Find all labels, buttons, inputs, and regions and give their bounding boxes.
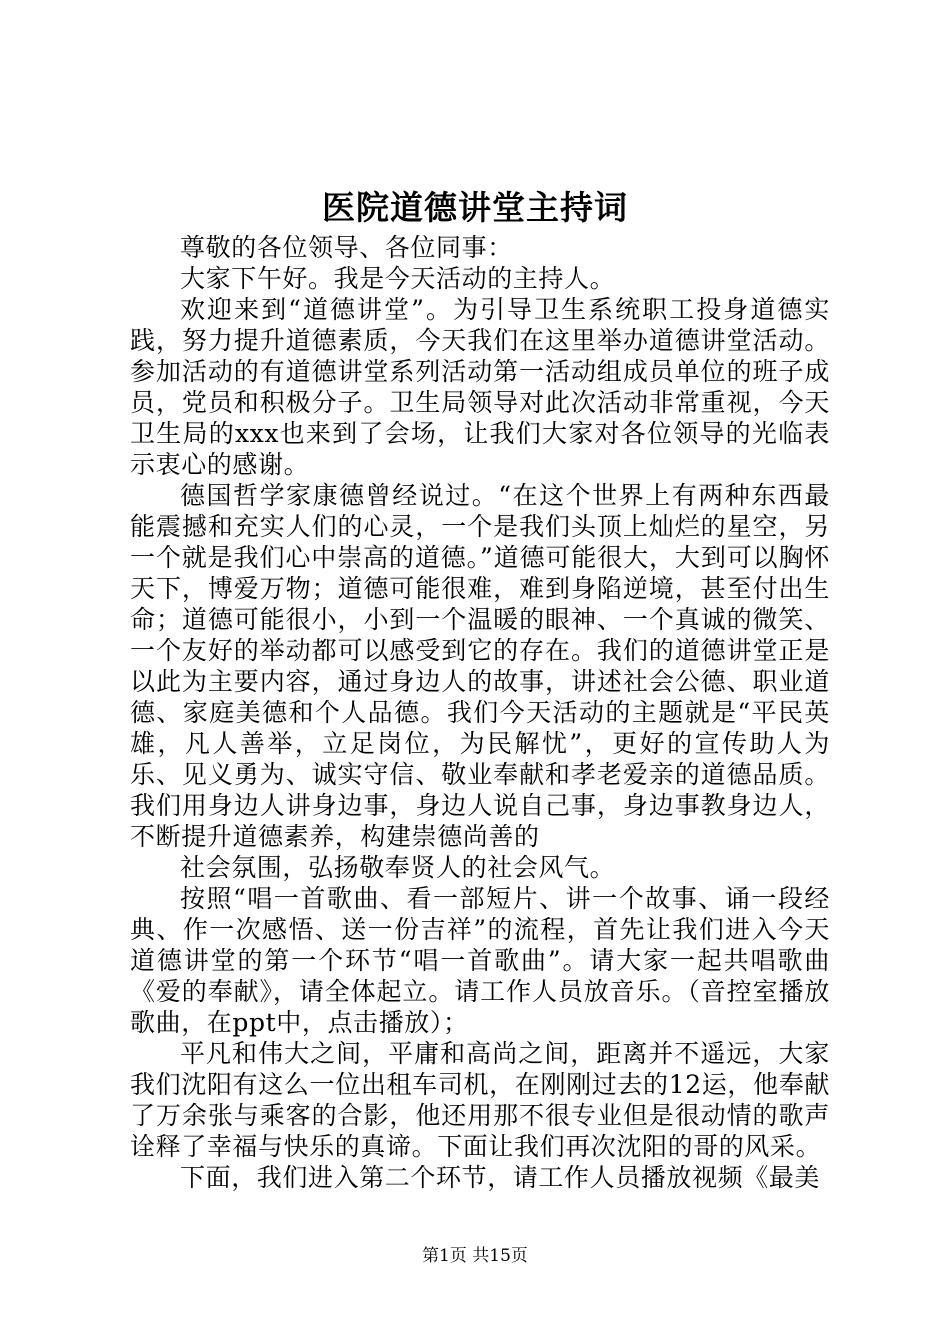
document-body <box>130 232 830 1193</box>
paragraph-second-session: 下面，我们进入第二个环节，请工作人员播放视频《最美 <box>180 1163 821 1192</box>
paragraph-welcome: 欢迎来到“道德讲堂”。为引导卫生系统职工投身道德实践，努力提升道德素质，今天我们在这里举办道德讲堂活动。参加活动的有道德讲堂系列活动第一活动组成员单位的班子成员，党员和积极分子。卫生局领导对此次活动非常重视，今天卫生局的xxx也来到了会场，让我们大家对各位领导的光临表示衷心的感谢。 <box>130 295 830 479</box>
paragraph-taxi-driver: 平凡和伟大之间，平庸和高尚之间，距离并不遥远，大家我们沈阳有这么一位出租车司机，在刚刚过去的12运，他奉献了万余张与乘客的合影，他还用那不很专业但是很动情的歌声诠释了幸福与快乐的真谛。下面让我们再次沈阳的哥的风采。 <box>130 1039 830 1161</box>
paragraph-greeting: 尊敬的各位领导、各位同事： <box>180 233 513 262</box>
paragraph-first-session: 按照“唱一首歌曲、看一部短片、讲一个故事、诵一段经典、作一次感悟、送一份吉祥”的流程，首先让我们进入今天道德讲堂的第一个环节“唱一首歌曲”。请大家一起共唱歌曲《爱的奉献》，请全体起立。请工作人员放音乐。（音控室播放歌曲，在ppt中，点击播放）； <box>130 884 830 1037</box>
paragraph-intro: 大家下午好。我是今天活动的主持人。 <box>180 264 616 293</box>
document-title: 医院道德讲堂主持词 <box>322 188 628 227</box>
paragraph-social-atmosphere: 社会氛围，弘扬敬奉贤人的社会风气。 <box>180 853 616 882</box>
page-number-footer: 第1页 共15页 <box>422 1246 528 1266</box>
paragraph-kant-quote: 德国哲学家康德曾经说过。“在这个世界上有两种东西最能震撼和充实人们的心灵，一个是我们头顶上灿烂的星空，另一个就是我们心中崇高的道德。”道德可能很大，大到可以胸怀天下，博爱万物；道德可能很难，难到身陷逆境，甚至付出生命；道德可能很小，小到一个温暖的眼神、一个真诚的微笑、一个友好的举动都可以感受到它的存在。我们的道德讲堂正是以此为主要内容，通过身边人的故事，讲述社会公德、职业道德、家庭美德和个人品德。我们今天活动的主题就是“平民英雄，凡人善举，立足岗位，为民解忧”，更好的宣传助人为乐、见义勇为、诚实守信、敬业奉献和孝老爱亲的道德品质。我们用身边人讲身边事，身边人说自己事，身边事教身边人，不断提升道德素养，构建崇德尚善的 <box>130 481 830 851</box>
